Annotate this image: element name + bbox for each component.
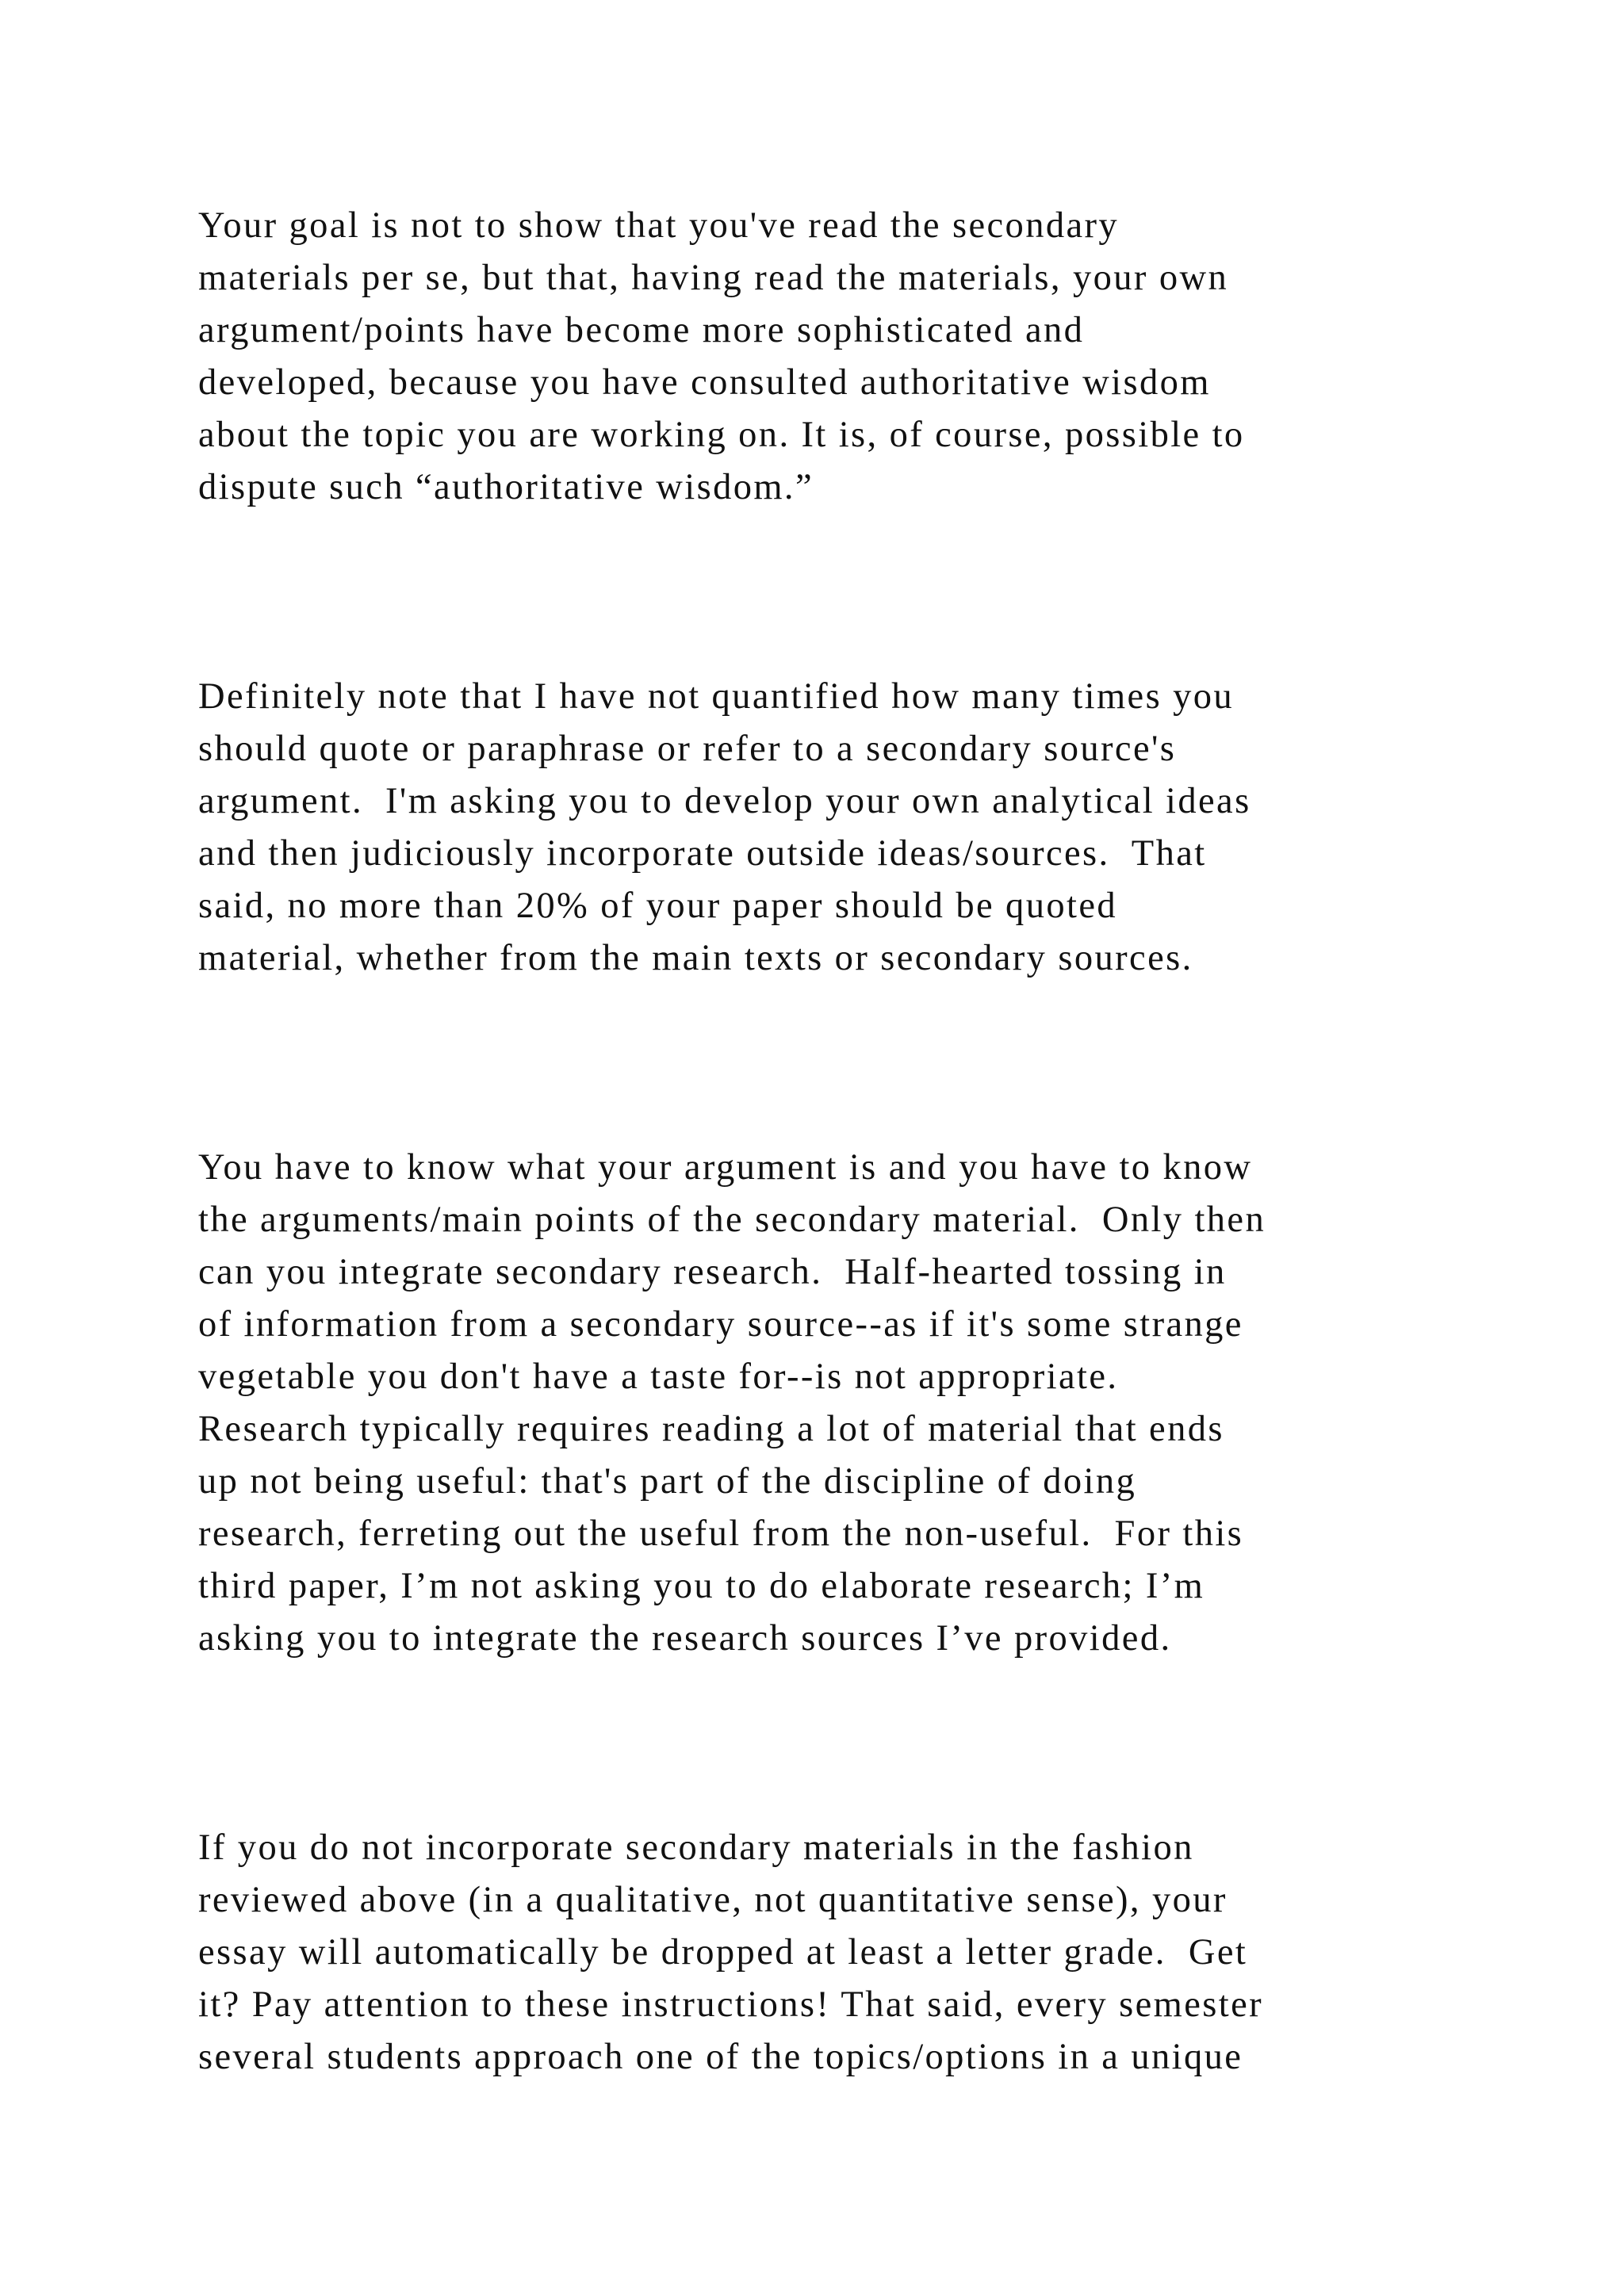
text-line: up not being useful: that's part of the discipline of doing [198,1461,1137,1502]
text-line: You have to know what your argument is and you have to know [198,1147,1253,1188]
text-line: materials per se, but that, having read the materials, your own [198,258,1229,298]
text-line: argument/points have become more sophisticated and [198,310,1085,350]
text-line: and then judiciously incorporate outside ideas/sources. That [198,833,1207,874]
text-line: the arguments/main points of the secondary material. Only then [198,1200,1266,1240]
text-line: essay will automatically be dropped at least a letter grade. Get [198,1932,1248,1973]
text-line: If you do not incorporate secondary materials in the fashion [198,1827,1194,1868]
text-line: material, whether from the main texts or secondary sources. [198,938,1193,978]
text-line: Research typically requires reading a lot of material that ends [198,1409,1224,1449]
text-line: developed, because you have consulted authoritative wisdom [198,362,1211,403]
text-line: dispute such “authoritative wisdom.” [198,467,814,507]
text-line: Your goal is not to show that you've read the secondary [198,205,1120,246]
text-line: reviewed above (in a qualitative, not quantitative sense), your [198,1880,1228,1920]
text-line: third paper, I’m not asking you to do elaborate research; I’m [198,1566,1205,1606]
text-line: several students approach one of the topics/options in a unique [198,2037,1243,2077]
text-line: research, ferreting out the useful from the non-useful. For this [198,1513,1244,1554]
text-line: vegetable you don't have a taste for--is not appropriate. [198,1357,1119,1397]
text-line: it? Pay attention to these instructions! That said, every semester [198,1984,1263,2025]
text-line: Definitely note that I have not quantified how many times you [198,676,1235,717]
text-line: asking you to integrate the research sources I’ve provided. [198,1618,1172,1659]
text-line: about the topic you are working on. It is, of course, possible to [198,415,1245,455]
text-line: can you integrate secondary research. Half-hearted tossing in [198,1252,1227,1292]
text-line: argument. I'm asking you to develop your own analytical ideas [198,781,1251,821]
text-line: of information from a secondary source--as if it's some strange [198,1304,1243,1345]
text-line: said, no more than 20% of your paper should be quoted [198,886,1118,926]
text-line: should quote or paraphrase or refer to a secondary source's [198,729,1177,769]
